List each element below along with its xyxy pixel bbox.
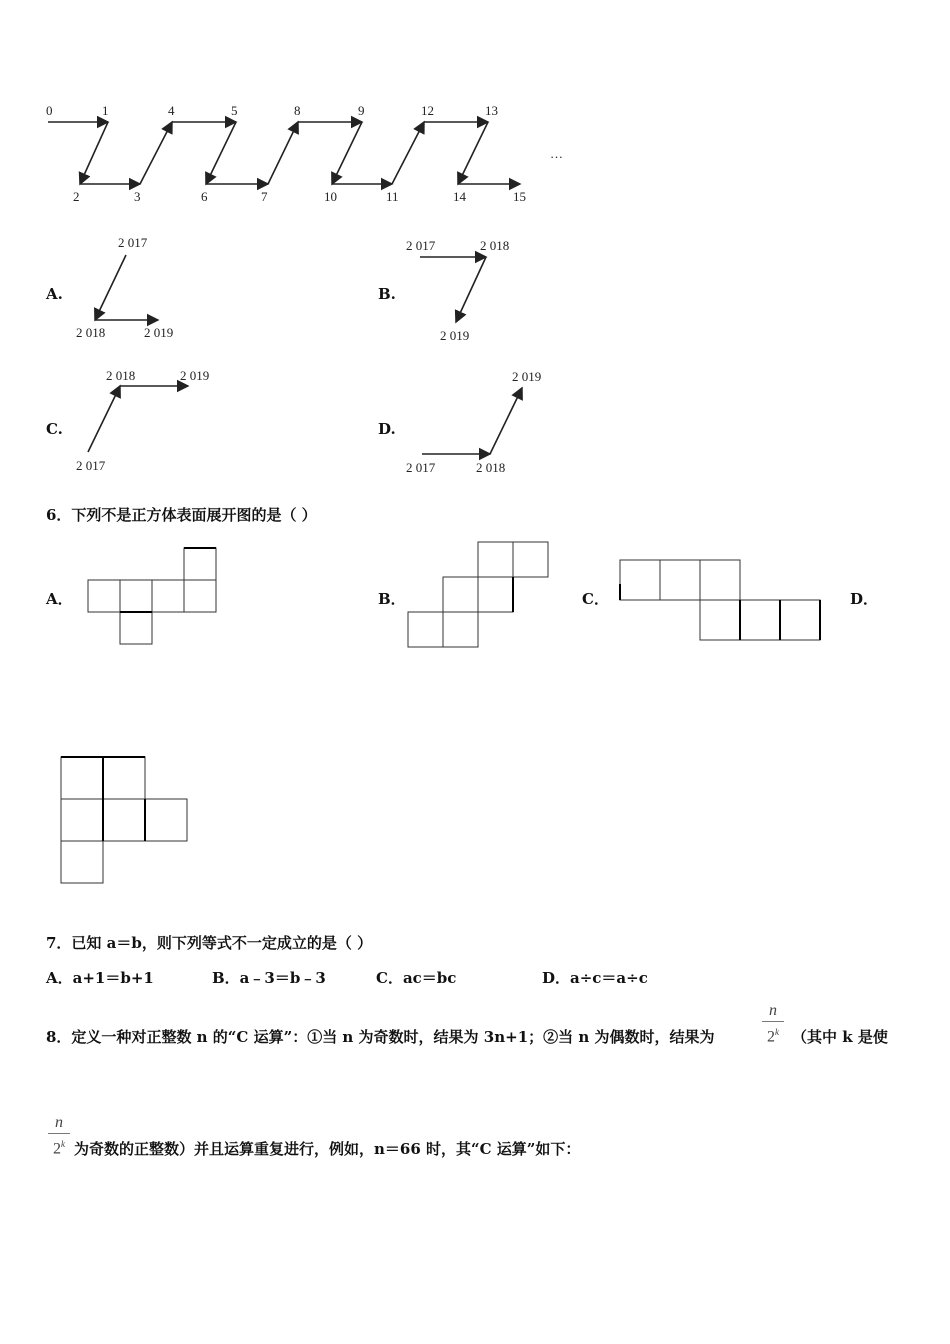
seq-label: 6 [201, 189, 208, 204]
label-2018: 2 018 [480, 238, 510, 253]
seq-label: 8 [294, 103, 301, 118]
label-2019: 2 019 [180, 368, 210, 383]
label-2019: 2 019 [144, 325, 174, 340]
q6-option-c-letter: C． [582, 590, 609, 608]
fraction-n-over-2k [762, 1002, 784, 1046]
label-2019: 2 019 [440, 328, 470, 343]
fraction-n-over-2k [48, 1114, 70, 1158]
q5-option-c-figure [70, 362, 230, 477]
q8-line1: 8．定义一种对正整数 n 的“C 运算”：①当 n 为奇数时，结果为 3n+1；②当 n 为偶数时，结果为 [46, 1028, 715, 1046]
seq-label: 4 [168, 103, 175, 118]
frac-denominator [762, 1023, 784, 1046]
q8-line2: 为奇数的正整数）并且运算重复进行，例如，n＝66 时，其“C 运算”如下： [74, 1140, 581, 1158]
label-2018: 2 018 [76, 325, 106, 340]
q5-option-a-letter: A. [46, 285, 63, 303]
q5-option-d-letter: D. [378, 420, 396, 438]
frac-base: 2 [53, 1140, 61, 1158]
label-2017: 2 017 [118, 235, 148, 250]
seq-label: 1 [102, 103, 109, 118]
q7-option-a: A．a+1＝b+1 [46, 969, 154, 987]
q6-option-a-letter: A． [46, 590, 73, 608]
label-2017: 2 017 [406, 460, 436, 475]
label-2018: 2 018 [476, 460, 506, 475]
frac-exponent: k [775, 1027, 779, 1037]
q7-option-c: C．ac＝bc [376, 969, 457, 987]
label-2018: 2 018 [106, 368, 136, 383]
seq-label: 14 [453, 189, 466, 204]
seq-label: 15 [513, 189, 526, 204]
seq-label: 0 [46, 103, 53, 118]
q6-question: 6．下列不是正方体表面展开图的是（ ） [46, 506, 317, 524]
seq-label: 9 [358, 103, 365, 118]
label-2019: 2 019 [512, 369, 542, 384]
q6-option-d-letter: D． [850, 590, 879, 608]
seq-label: 13 [485, 103, 498, 118]
q6-net-d [58, 754, 192, 886]
label-2017: 2 017 [76, 458, 106, 473]
seq-label: 10 [324, 189, 337, 204]
label-2017: 2 017 [406, 238, 436, 253]
frac-exponent: k [61, 1139, 65, 1149]
q6-net-b [406, 540, 552, 650]
ellipsis: … [550, 146, 563, 161]
frac-base: 2 [767, 1028, 775, 1046]
q5-option-b-figure [400, 232, 540, 347]
q7-option-b: B．a﹣3＝b﹣3 [212, 969, 326, 987]
q5-option-d-figure [400, 364, 560, 479]
q7-option-d: D．a÷c＝a÷c [542, 969, 648, 987]
q5-option-b-letter: B. [378, 285, 396, 303]
seq-label: 7 [261, 189, 268, 204]
seq-label: 11 [386, 189, 399, 204]
zigzag-figure [40, 100, 580, 210]
frac-denominator [48, 1135, 70, 1158]
seq-label: 2 [73, 189, 80, 204]
q5-option-c-letter: C. [46, 420, 63, 438]
q6-net-c [616, 556, 824, 644]
frac-numerator: n [769, 1002, 777, 1019]
q6-net-a [86, 546, 221, 648]
q7-question: 7．已知 a＝b，则下列等式不一定成立的是（ ） [46, 934, 373, 952]
q5-option-a-figure [70, 230, 190, 345]
seq-label: 3 [134, 189, 141, 204]
seq-label: 5 [231, 103, 238, 118]
frac-numerator: n [55, 1114, 63, 1131]
q8-line1-tail: （其中 k 是使 [792, 1028, 888, 1046]
q6-option-b-letter: B． [378, 590, 406, 608]
seq-label: 12 [421, 103, 434, 118]
